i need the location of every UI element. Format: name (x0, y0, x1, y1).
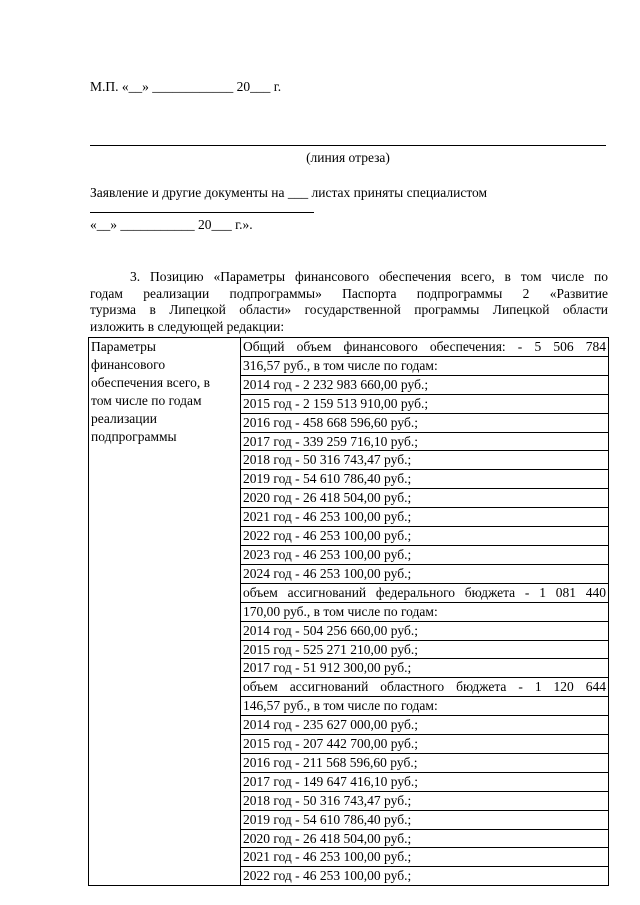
paragraph-line: туризма в Липецкой области» государственной программы Липецкой области (90, 302, 608, 317)
value-line: объем ассигнований областного бюджета - 1 120 644 (241, 678, 608, 697)
value-line: 2018 год - 50 316 743,47 руб.; (241, 451, 608, 470)
cut-line (90, 145, 606, 146)
value-line: 2017 год - 149 647 416,10 руб.; (241, 773, 608, 792)
value-line: 2016 год - 211 568 596,60 руб.; (241, 754, 608, 773)
value-line: Общий объем финансового обеспечения: - 5 506 784 (241, 338, 608, 357)
financing-parameters-table (88, 337, 609, 886)
value-line: объем ассигнований федерального бюджета - 1 081 440 (241, 584, 608, 603)
value-line: 2015 год - 207 442 700,00 руб.; (241, 735, 608, 754)
paragraph-line: 3. Позицию «Параметры финансового обеспечения всего, в том числе по (130, 269, 608, 284)
paragraph-line: изложить в следующей редакции: (90, 318, 285, 334)
value-line: 2014 год - 504 256 660,00 руб.; (241, 622, 608, 641)
paragraph-line: годам реализации подпрограммы» Паспорта подпрограммы 2 «Развитие (90, 285, 608, 301)
value-line: 2015 год - 2 159 513 910,00 руб.; (241, 395, 608, 414)
value-line: 2014 год - 235 627 000,00 руб.; (241, 716, 608, 735)
value-line: 2019 год - 54 610 786,40 руб.; (241, 811, 608, 830)
value-line: 2015 год - 525 271 210,00 руб.; (241, 641, 608, 660)
value-line: 170,00 руб., в том числе по годам: (241, 603, 608, 622)
value-line: 2023 год - 46 253 100,00 руб.; (241, 546, 608, 565)
stamp-date-line: М.П. «__» ____________ 20___ г. (90, 79, 282, 94)
value-line: 2020 год - 26 418 504,00 руб.; (241, 830, 608, 849)
label-line: Параметры (91, 339, 156, 354)
table-row (89, 338, 609, 886)
value-line: 2020 год - 26 418 504,00 руб.; (241, 489, 608, 508)
receipt-date-line: «__» ___________ 20___ г.». (90, 217, 253, 232)
cut-line-label: (линия отреза) (306, 150, 390, 165)
value-line: 2019 год - 54 610 786,40 руб.; (241, 470, 608, 489)
value-line: 2022 год - 46 253 100,00 руб.; (243, 868, 412, 884)
amendment-paragraph (90, 269, 608, 335)
financing-values-cell (241, 338, 609, 886)
value-line: 2017 год - 51 912 300,00 руб.; (241, 659, 608, 678)
value-line: 146,57 руб., в том числе по годам: (241, 697, 608, 716)
label-line: финансового (91, 356, 166, 372)
label-line: обеспечения всего, в (91, 374, 210, 390)
value-line: 2014 год - 2 232 983 660,00 руб.; (241, 376, 608, 395)
value-line: 2017 год - 339 259 716,10 руб.; (241, 433, 608, 452)
value-line: 2024 год - 46 253 100,00 руб.; (241, 565, 608, 584)
value-line: 2021 год - 46 253 100,00 руб.; (241, 848, 608, 867)
parameter-label-cell (89, 338, 241, 886)
application-received-text: Заявление и другие документы на ___ листах приняты специалистом (90, 185, 488, 200)
label-line: том числе по годам (91, 392, 202, 408)
value-line: 2018 год - 50 316 743,47 руб.; (241, 792, 608, 811)
specialist-signature-line (90, 212, 314, 213)
value-line: 316,57 руб., в том числе по годам: (241, 357, 608, 376)
label-line: подпрограммы (91, 428, 177, 444)
label-line: реализации (91, 410, 157, 426)
value-line: 2021 год - 46 253 100,00 руб.; (241, 508, 608, 527)
value-line: 2016 год - 458 668 596,60 руб.; (241, 414, 608, 433)
value-line: 2022 год - 46 253 100,00 руб.; (241, 527, 608, 546)
